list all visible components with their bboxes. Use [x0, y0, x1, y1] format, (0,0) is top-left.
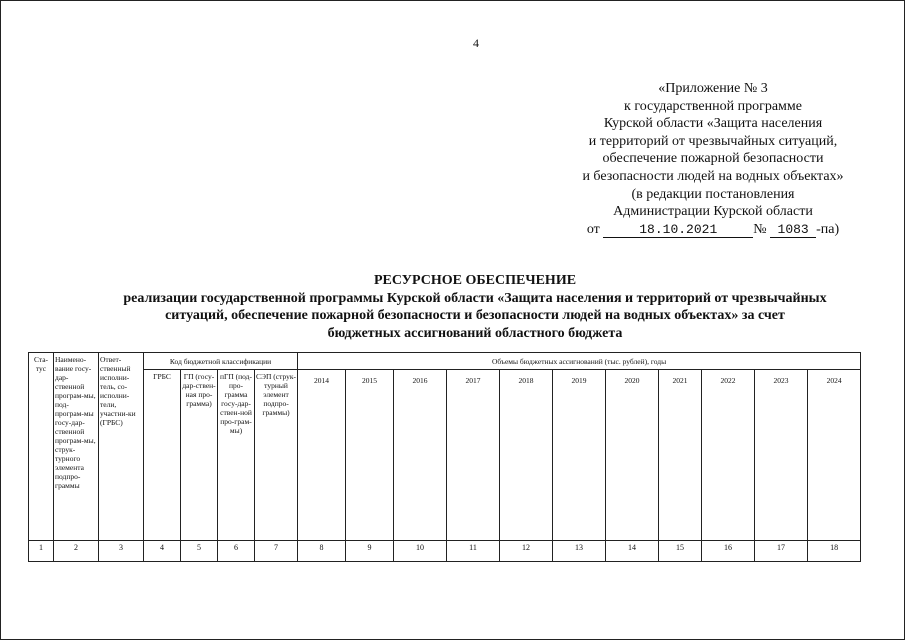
- column-number: 2: [54, 541, 99, 562]
- appendix-block: [548, 80, 878, 238]
- column-number: 4: [144, 541, 181, 562]
- column-number: 10: [394, 541, 447, 562]
- header-responsible: Ответ-ственный исполни-тель, со-исполни-тели, участни-ки (ГРБС): [99, 353, 144, 541]
- header-year: 2020: [606, 370, 659, 541]
- column-number: 5: [181, 541, 218, 562]
- appendix-line: обеспечение пожарной безопасности: [602, 151, 824, 167]
- heading-subtitle-line: реализации государственной программы Курской области «Защита населения и территорий от чрезвычайных: [123, 290, 827, 306]
- column-number: 6: [218, 541, 255, 562]
- column-number: 15: [659, 541, 702, 562]
- header-code-pgp: пГП (под-про-грамма госу-дар-ствен-ной про-грам-мы): [218, 370, 255, 541]
- appendix-line: Администрации Курской области: [613, 204, 813, 220]
- header-year: 2015: [346, 370, 394, 541]
- column-number: 3: [99, 541, 144, 562]
- heading-subtitle-line: бюджетных ассигнований областного бюджета: [327, 325, 623, 341]
- header-program-name: Наимено-вание госу-дар-ственной програм-мы, под-програм-мы госу-дар-ственной програм-мы, струк-турного элемента подпро-граммы: [54, 353, 99, 541]
- resolution-number: 1083: [770, 223, 816, 238]
- header-year: 2017: [447, 370, 500, 541]
- column-number: 14: [606, 541, 659, 562]
- header-year: 2018: [500, 370, 553, 541]
- appendix-line: к государственной программе: [624, 98, 802, 114]
- column-number: 18: [808, 541, 861, 562]
- header-code-sep: СЭП (струк-турный элемент подпро-граммы): [255, 370, 298, 541]
- header-year: 2016: [394, 370, 447, 541]
- column-number: 17: [755, 541, 808, 562]
- header-budget-code-group: Код бюджетной классификации: [144, 353, 298, 370]
- header-year: 2019: [553, 370, 606, 541]
- header-year: 2024: [808, 370, 861, 541]
- appendix-line: и безопасности людей на водных объектах»: [582, 168, 844, 184]
- header-code-grbs: ГРБС: [144, 370, 181, 541]
- resource-table: [28, 352, 860, 562]
- header-year: 2023: [755, 370, 808, 541]
- column-number: 1: [29, 541, 54, 562]
- column-number: 9: [346, 541, 394, 562]
- column-number: 11: [447, 541, 500, 562]
- header-status: Ста-тус: [29, 353, 54, 541]
- document-heading: [90, 272, 860, 342]
- number-suffix: -па): [816, 221, 840, 237]
- resolution-date: 18.10.2021: [603, 223, 753, 238]
- column-number: 8: [298, 541, 346, 562]
- appendix-line: (в редакции постановления: [631, 186, 795, 202]
- column-number: 13: [553, 541, 606, 562]
- column-number: 12: [500, 541, 553, 562]
- header-volume-group: Объемы бюджетных ассигнований (тыс. рублей), годы: [298, 353, 861, 370]
- header-code-gp: ГП (госу-дар-ствен-ная про-грамма): [181, 370, 218, 541]
- from-label: от: [586, 221, 600, 237]
- column-number: 7: [255, 541, 298, 562]
- heading-subtitle-line: ситуаций, обеспечение пожарной безопасности и безопасности людей на водных объектах» за счет: [165, 308, 785, 323]
- appendix-line: «Приложение № 3: [658, 81, 768, 96]
- appendix-line: Курской области «Защита населения: [603, 116, 823, 132]
- appendix-date-line: [548, 221, 878, 239]
- appendix-line: и территорий от чрезвычайных ситуаций,: [588, 133, 838, 149]
- column-number: 16: [702, 541, 755, 562]
- header-year: 2022: [702, 370, 755, 541]
- column-number-row: [29, 541, 861, 562]
- header-year: 2014: [298, 370, 346, 541]
- number-label: №: [753, 221, 767, 237]
- heading-title: РЕСУРСНОЕ ОБЕСПЕЧЕНИЕ: [373, 273, 577, 288]
- page-number: 4: [473, 36, 479, 50]
- header-year: 2021: [659, 370, 702, 541]
